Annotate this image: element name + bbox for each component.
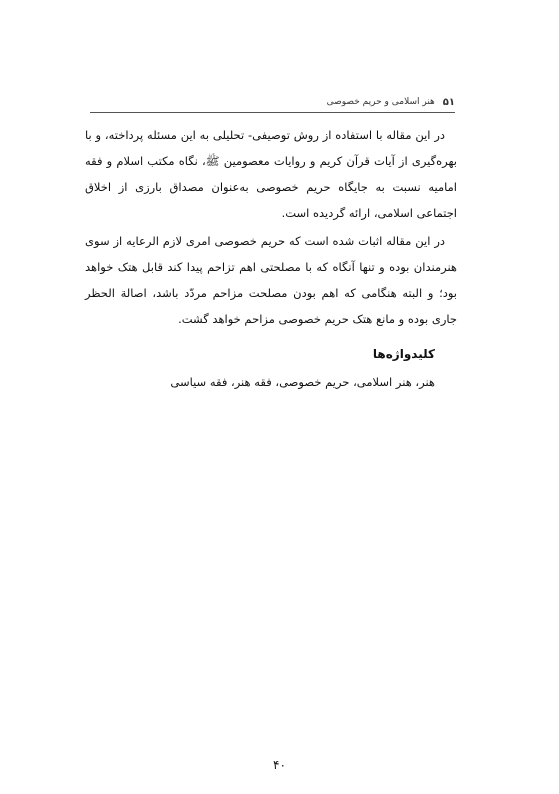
running-header	[90, 94, 455, 110]
header-page-marker: ۵۱	[442, 96, 455, 108]
keywords-list: هنر، هنر اسلامی، حریم خصوصی، فقه هنر، فقه سیاسی	[170, 375, 435, 389]
header-running-title: هنر اسلامی و حریم خصوصی	[326, 97, 435, 107]
page-number: ۴۰	[273, 758, 286, 772]
abstract-body	[85, 122, 457, 334]
paragraph-2: در این مقاله اثبات شده است که حریم خصوصی امری لازم الرعایه از سوی هنرمندان بوده و تنها آنگاه که با مصلحتی اهم تزاحم پیدا کند قابل هتک خواهد بود؛ و البته هنگامی که اهم بودن مصلحت مزاحم مردّد باشد، اصالة الحظر جاری بوده و مانع هتک حریم خصوصی مزاحم خواهد گشت.	[85, 234, 457, 326]
paragraph-1: در این مقاله با استفاده از روش توصیفی- تحلیلی به این مسئله پرداخته، و با بهره‌گیری از آیات قرآن کریم و روایات معصومین ﷺ، نگاه مکتب اسلام و فقه امامیه نسبت به جایگاه حریم خصوصی به‌عنوان مصداق بارزی از اخلاق اجتماعی اسلامی، ارائه گردیده است.	[85, 128, 457, 220]
keywords-title: کلیدواژه‌ها	[372, 347, 435, 361]
header-rule	[90, 112, 455, 113]
